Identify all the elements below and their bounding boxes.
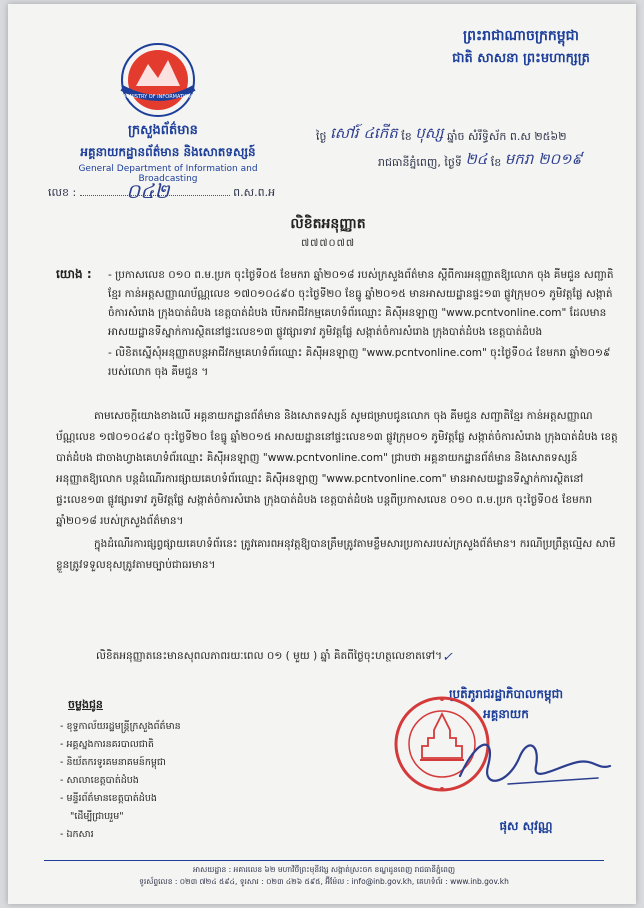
cc-item: - ខុទ្ទកាល័យរដ្ឋមន្ត្រីក្រសួងព័ត៌មាន bbox=[60, 721, 181, 732]
references-label: យោង : bbox=[56, 267, 92, 281]
cc-list bbox=[60, 718, 280, 844]
cc-item: - សាលាខេត្តបាត់ដំបង bbox=[60, 775, 139, 786]
month-year-handwritten: មករា ២០១៩ bbox=[504, 150, 583, 168]
document-title: លិខិតអនុញ្ញាត bbox=[290, 216, 366, 232]
references-list bbox=[108, 266, 620, 384]
signatory-name: ផុស សុវណ្ណ bbox=[499, 819, 553, 833]
body-paragraph: តាមសេចក្តីយោងខាងលើ អគ្គនាយកដ្ឋានព័ត៌មាន និងសោតទស្សន៍ សូមជម្រាបជូនលោក ចុង គីមជួន សញ្ជាតិខ្មែរ កាន់អត្តសញ្ញាណប័ណ្ណលេខ ១៧០១០៤៩០ ចុះថ្ងៃទី២០ ខែធ្នូ ឆ្នាំ២០១៥ អាសយដ្ឋាននៅផ្ទះលេខ១៣ ផ្លូវក្រុម០១ ភូមិវត្តផ្លែ សង្កាត់ចំការសំរោង ក្រុងបាត់ដំបង ខេត្តបាត់ដំបង ជាចាងហ្វាងគេហទំព័រឈ្មោះ គិស៊ីអនឡាញ "www.pcntvonline.com" ជ្រាបថា អគ្គនាយកដ្ឋានព័ត៌មាន និងសោតទស្សន៍ អនុញ្ញាតឱ្យលោក បន្តដំណើរការផ្សាយគេហទំព័រឈ្មោះ គិស៊ីអនឡាញ "www.pcntvonline.com" មានអាសយដ្ឋានទីស្នាក់ការស្ថិតនៅផ្ទះលេខ១៣ ផ្លូវផ្សារទាវ ភូមិវត្តផ្លែ សង្កាត់ចំការសំរោង ក្រុងបាត់ដំបង ខេត្តបាត់ដំបង បន្តពីប្រកាសលេខ ០១០ ព.ម.ប្រក ចុះថ្ងៃទី០៥ ខែមករា ឆ្នាំ២០១៨ របស់ក្រសួងព័ត៌មាន។ bbox=[56, 410, 618, 527]
cc-item: - អគ្គស្នងការនគរបាលជាតិ bbox=[60, 739, 154, 750]
letter-body bbox=[56, 406, 620, 578]
lunar-day-label: ថ្ងៃ bbox=[316, 130, 327, 143]
footer-email-link[interactable]: info@inb.gov.kh bbox=[351, 877, 412, 886]
letter-footer bbox=[44, 864, 604, 888]
footer-address: អាសយដ្ឋាន : អគារលេខ ៦២ មហាវិថីព្រះមុនីវង្ស សង្កាត់ស្រះចក ខណ្ឌដូនពេញ រាជធានីភ្នំពេញ bbox=[192, 865, 456, 874]
day-handwritten: ២៤ bbox=[465, 150, 488, 168]
footer-phone-fax: ទូរស័ព្ទលេខ : ០២៣ ៧២៤ ៥៩៤, ទូរសារ : ០២៣ ៤២៦ ៥៩៥, អ៊ីម៉ែល : bbox=[139, 877, 350, 886]
cc-item: - ឯកសារ bbox=[60, 829, 94, 840]
handwritten-signature-icon bbox=[448, 726, 618, 796]
place-label: រាជធានីភ្នំពេញ, ថ្ងៃទី bbox=[378, 156, 462, 169]
lunar-month-handwritten: បុស្ស bbox=[415, 124, 444, 142]
footer-website-link[interactable]: www.inb.gov.kh bbox=[450, 877, 509, 886]
title-ornament: ៧៧៧០៧៧ bbox=[300, 238, 356, 249]
cc-item: - មន្ទីរព័ត៌មានខេត្តបាត់ដំបង bbox=[60, 793, 157, 804]
ministry-name: ក្រសួងព័ត៌មាន bbox=[128, 123, 198, 138]
signatory-role: អគ្គនាយក bbox=[483, 707, 529, 721]
logo-text: MINISTRY OF INFORMATION bbox=[123, 94, 193, 100]
ministry-logo-icon bbox=[108, 38, 208, 120]
lunar-month-label: ខែ bbox=[401, 130, 412, 143]
body-paragraph: ក្នុងដំណើរការផ្សព្វផ្សាយគេហទំព័រនេះ ត្រូវគោរពអនុវត្តឱ្យបានត្រឹមត្រូវតាមខ្លឹមសារប្រកាសរបស់ក្រសួងព័ត៌មាន។ ករណីប្រព្រឹត្តល្មើស សាមីខ្លួនត្រូវទទួលខុសត្រូវតាមច្បាប់ជាធរមាន។ bbox=[56, 538, 616, 571]
lunar-date-line bbox=[316, 126, 626, 148]
reference-number-handwritten: ០៤២ bbox=[126, 179, 170, 203]
reference-suffix: ព.ស.ព.អ bbox=[233, 186, 276, 199]
footer-contact bbox=[44, 876, 604, 888]
department-name-kh: អគ្គនាយកដ្ឋានព័ត៌មាន និងសោតទស្សន៍ bbox=[80, 145, 256, 159]
lunar-day-handwritten: សៅរ៍ ៤កើត bbox=[329, 124, 398, 142]
letter-page bbox=[8, 4, 636, 904]
lunar-year: ឆ្នាំច សំរឹទ្ធិស័ក ព.ស ២៥៦២ bbox=[447, 130, 567, 143]
national-motto: ជាតិ សាសនា ព្រះមហាក្សត្រ bbox=[452, 51, 590, 66]
footer-website-label: , គេហទំព័រ : bbox=[411, 877, 448, 886]
month-label: ខែ bbox=[490, 156, 502, 169]
department-name-en: General Department of Information and Broadcasting bbox=[78, 164, 258, 184]
validity-text: លិខិតអនុញ្ញាតនេះមានសុពលភាពរយៈពេល ០១ ( មួយ ) ឆ្នាំ គិតពីថ្ងៃចុះហត្ថលេខាតទៅ។ bbox=[96, 650, 443, 662]
reference-item: - ប្រកាសលេខ ០១០ ព.ម.ប្រក ចុះថ្ងៃទី០៥ ខែមករា ឆ្នាំ២០១៨ របស់ក្រសួងព័ត៌មាន ស្តីពីការអនុញ្ញាតឱ្យលោក ចុង គីមជួន សញ្ជាតិខ្មែរ កាន់អត្តសញ្ញាណប័ណ្ណលេខ ១៧០១០៤៩០ ចុះថ្ងៃទី២០ ខែធ្នូ ឆ្នាំ២០១៥ មានអាសយដ្ឋានផ្ទះ១៣ ផ្លូវក្រុម០១ ភូមិវត្តផ្លែ សង្កាត់ចំការសំរោង ក្រុងបាត់ដំបង ខេត្តបាត់ដំបង បើកអាជីវកម្មគេហទំព័រឈ្មោះ គិស៊ីអនឡាញ "www.pcntvonline.com" ដែលមានអាសយដ្ឋានទីស្នាក់ការស្ថិតនៅផ្ទះលេខ១៣ ផ្លូវ​ផ្សារទាវ ភូមិវត្តផ្លែ សង្កាត់ចំការសំរោង ក្រុងបាត់ដំបង ខេត្តបាត់ដំបង bbox=[108, 269, 614, 338]
reference-item: - លិខិតស្នើសុំអនុញ្ញាតបន្តអាជីវកម្មគេហទំព័រឈ្មោះ គិស៊ីអនឡាញ "www.pcntvonline.com" ចុះថ្ងៃទី០៤ ខែមករា ឆ្នាំ២០១៩ របស់លោក ចុង គីមជួន ។ bbox=[108, 347, 611, 378]
reference-label: លេខ : bbox=[48, 186, 77, 199]
footer-divider bbox=[44, 860, 604, 861]
signatory-title: ប្រតិភូរាជរដ្ឋាភិបាលកម្ពុជា bbox=[448, 687, 564, 701]
cc-title: ចម្លងជូន bbox=[68, 698, 103, 711]
cc-item: "ដើម្បីជ្រាបរួម" bbox=[70, 811, 124, 822]
validity-statement bbox=[96, 650, 616, 665]
validity-handwritten-mark: ✓ bbox=[442, 650, 453, 665]
cc-item: - និយ័តករទូរគមនាគមន៍កម្ពុជា bbox=[60, 757, 166, 768]
kingdom-heading: ព្រះរាជាណាចក្រកម្ពុជា bbox=[462, 28, 579, 44]
solar-date-line bbox=[378, 152, 628, 174]
